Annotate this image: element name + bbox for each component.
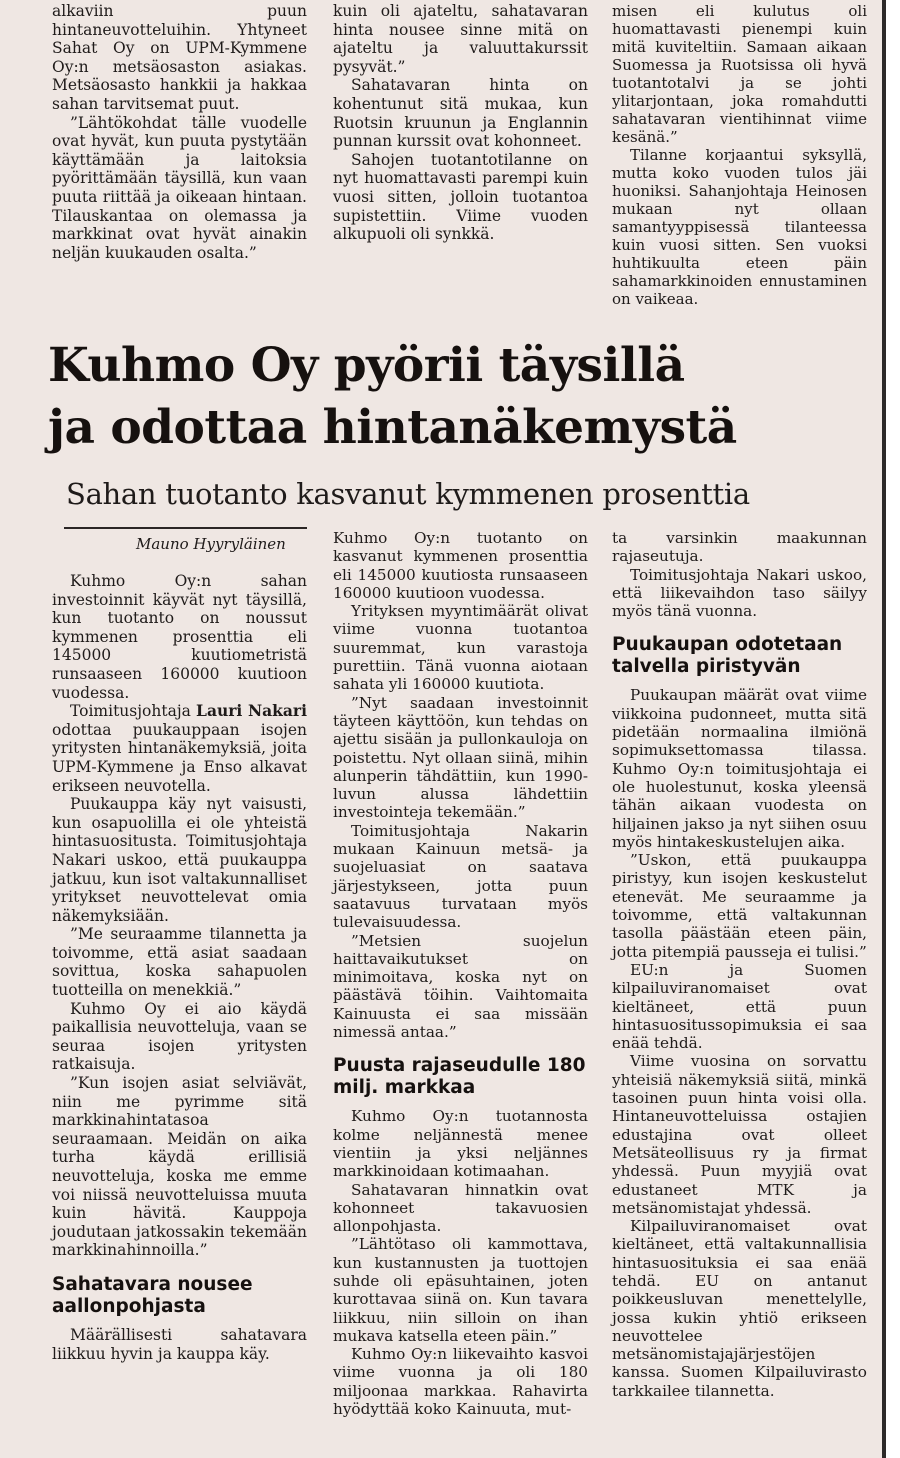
article-column-3 (612, 529, 867, 1400)
headline-line-1: Kuhmo Oy pyörii täysillä (48, 338, 685, 393)
paragraph: Kuhmo Oy:n tuotannosta kolme neljännestä menee vientiin ja yksi neljännes markkinoidaan kotimaahan. (333, 1107, 588, 1181)
headline-line-2: ja odottaa hintanäkemystä (48, 400, 737, 455)
paragraph: EU:n ja Suomen kilpailuviranomaiset ovat kieltäneet, että puun hintasuositussopimuksia ei saa enää tehdä. (612, 960, 867, 1053)
paragraph: Kuhmo Oy:n tuotanto on kasvanut kymmenen prosenttia eli 145000 kuutiosta runsaaseen 160000 kuutioon vuodessa. (333, 529, 588, 602)
paragraph: alkaviin puun hintaneuvotteluihin. Yhtyneet Sahat Oy on UPM-Kymmene Oy:n metsäosaston asiakas. Metsäosasto hankkii ja hakkaa sahan tarvitsemat puut. (52, 2, 307, 113)
paragraph: Yrityksen myyntimäärät olivat viime vuonna tuotantoa suuremmat, kun varastoja purettiin. Tänä vuonna aiotaan sahata yli 160000 kuutiota. (333, 602, 588, 694)
paragraph: ”Uskon, että puukauppa piristyy, kun isojen keskustelut etenevät. Me seuraamme ja toivomme, että valtakunnan tasolla päästään eteen päin, jotta pitempiä pausseja ei tulisi.” (612, 851, 867, 961)
person-name: Lauri Nakari (196, 701, 307, 721)
byline: Mauno Hyyryläinen (136, 535, 286, 553)
paragraph-text: odottaa puukauppaan isojen yritysten hintanäkemyksiä, joita UPM-Kymmene ja Enso alkavat erikseen neuvotella. (52, 720, 307, 795)
paragraph: Viime vuosina on sorvattu yhteisiä näkemyksiä siitä, minkä tasoinen puun hinta voisi olla. Hintaneuvotteluissa ostajien edustajina ovat olleet Metsäteollisuus ry ja firmat yhdessä. Puun myyjiä ovat edustaneet MTK ja metsänomistajat yhdessä. (612, 1052, 867, 1217)
paragraph-text: Toimitusjohtaja (70, 702, 197, 721)
paragraph: Kuhmo Oy:n sahan investoinnit käyvät nyt täysillä, kun tuotanto on noussut kymmenen prosenttia eli 145000 kuutiometristä runsaaseen 160000 kuutioon vuodessa. (52, 572, 307, 702)
paragraph: kuin oli ajateltu, sahatavaran hinta nousee sinne mitä on ajateltu ja valuuttakurssit pysyvät.” (333, 2, 588, 76)
paragraph: Sahatavaran hinta on kohentunut sitä mukaa, kun Ruotsin kruunun ja Englannin punnan kurssit ovat kohonneet. (333, 76, 588, 151)
byline-rule (64, 527, 307, 529)
page-margin (886, 0, 900, 1458)
paragraph: ”Metsien suojelun haittavaikutukset on minimoitava, koska nyt on päästävä töihin. Vaihtomaita Kainuusta ei saa missään nimessä antaa.” (333, 931, 588, 1042)
paragraph: ta varsinkin maakunnan rajaseutuja. (612, 529, 867, 566)
paragraph: Kuhmo Oy:n liikevaihto kasvoi viime vuonna ja oli 180 miljoonaa markkaa. Rahavirta hyödyttää koko Kainuuta, mut- (333, 1345, 588, 1419)
paragraph (52, 702, 307, 795)
article-column-2 (333, 529, 588, 1418)
article-column-1 (52, 572, 307, 1363)
subheadline: Sahan tuotanto kasvanut kymmenen prosenttia (66, 477, 750, 511)
paragraph: Puukaupan määrät ovat viime viikkoina pudonneet, mutta sitä pidetään normaalina ilmiönä sopimuksettomassa tilassa. Kuhmo Oy:n toimitusjohtaja ei ole huolestunut, koska yleensä tähän aikaan vuodesta on hiljainen jakso ja nyt siihen osuu myös hintakeskustelujen aika. (612, 686, 867, 851)
paragraph: Kuhmo Oy ei aio käydä paikallisia neuvotteluja, vaan se seuraa isojen yritysten ratkaisuja. (52, 999, 307, 1074)
paragraph: Toimitusjohtaja Nakarin mukaan Kainuun metsä- ja suojeluasiat on saatava järjestykseen, jotta puun saatavuus turvataan myös tulevaisuudessa. (333, 821, 588, 932)
paragraph: Sahatavaran hinnatkin ovat kohonneet takavuosien allonpohjasta. (333, 1180, 588, 1236)
top-column-2 (333, 2, 588, 244)
paragraph: ”Kun isojen asiat selviävät, niin me pyrimme sitä markkinahintatasoa seuraamaan. Meidän on aika turha käydä erillisiä neuvotteluja, koska me emme voi niissä neuvotteluissa muuta kuin hävitä. Kauppoja joudutaan jatkossakin tekemään markkinahinnoilla.” (52, 1074, 307, 1260)
paragraph: ”Nyt saadaan investoinnit täyteen käyttöön, kun tehdas on ajettu sisään ja pullonkauloja on poistettu. Nyt ollaan siinä, mihin alunperin tähdättiin, kun 1990-luvun alussa lähdettiin investointeja tekemään.” (333, 693, 588, 822)
paragraph: Toimitusjohtaja Nakari uskoo, että liikevaihdon taso säilyy myös tänä vuonna. (612, 565, 867, 621)
paragraph: Määrällisesti sahatavara liikkuu hyvin ja kauppa käy. (52, 1325, 307, 1363)
paragraph: Kilpailuviranomaiset ovat kieltäneet, että valtakunnallisia hintasuosituksia ei saa enää tehdä. EU on antanut poikkeusluvan menettelylle, jossa kukin yhtiö erikseen neuvottelee metsänomistajajärjestöjen kanssa. Suomen Kilpailuvirasto tarkkailee tilannetta. (612, 1217, 867, 1400)
paragraph: Sahojen tuotantotilanne on nyt huomattavasti parempi kuin vuosi sitten, jolloin tuotantoa supistettiin. Viime vuoden alkupuoli oli synkkä. (333, 150, 588, 244)
top-column-3 (612, 2, 867, 308)
paragraph: Puukauppa käy nyt vaisusti, kun osapuolilla ei ole yhteistä hintasuositusta. Toimitusjohtaja Nakari uskoo, että puukauppa jatkuu, kun isot valtakunnalliset yritykset neuvottelevat omia näkemyksiään. (52, 795, 307, 925)
paragraph: ”Lähtötaso oli kammottava, kun kustannusten ja tuottojen suhde oli epäsuhtainen, joten kurottavaa siinä on. Kun tavara liikkuu, niin silloin on ihan mukava katsella eteen päin.” (333, 1235, 588, 1345)
paragraph: ”Lähtökohdat tälle vuodelle ovat hyvät, kun puuta pystytään käyttämään ja laitoksia pyörittämään täysillä, kun vaan puuta riittää ja oikeaan hintaan. Tilauskantaa on olemassa ja markkinat ovat hyvät ainakin neljän kuukauden osalta.” (52, 113, 307, 262)
paragraph: misen eli kulutus oli huomattavasti pienempi kuin mitä kuviteltiin. Samaan aikaan Suomessa ja Ruotsissa oli hyvä tuotantotalvi ja se johti ylitarjontaan, joka romahdutti sahatavaran vientihinnat viime kesänä.” (612, 2, 867, 146)
top-column-1 (52, 2, 307, 262)
paragraph: Tilanne korjaantui syksyllä, mutta koko vuoden tulos jäi huoniksi. Sahanjohtaja Heinosen mukaan nyt ollaan samantyyppisessä tilanteessa kuin vuosi sitten. Sen vuoksi huhtikuulta eteen päin sahamarkkinoiden ennustaminen on vaikeaa. (612, 146, 867, 308)
section-subheading: Sahatavara nousee aallonpohjasta (52, 1273, 253, 1317)
section-subheading: Puusta rajaseudulle 180 milj. markkaa (333, 1055, 586, 1099)
section-subheading: Puukaupan odotetaan talvella piristyvän (612, 634, 843, 678)
paragraph: ”Me seuraamme tilannetta ja toivomme, että asiat saadaan sovittua, koska sahapuolen tuotteilla on menekkiä.” (52, 925, 307, 1000)
